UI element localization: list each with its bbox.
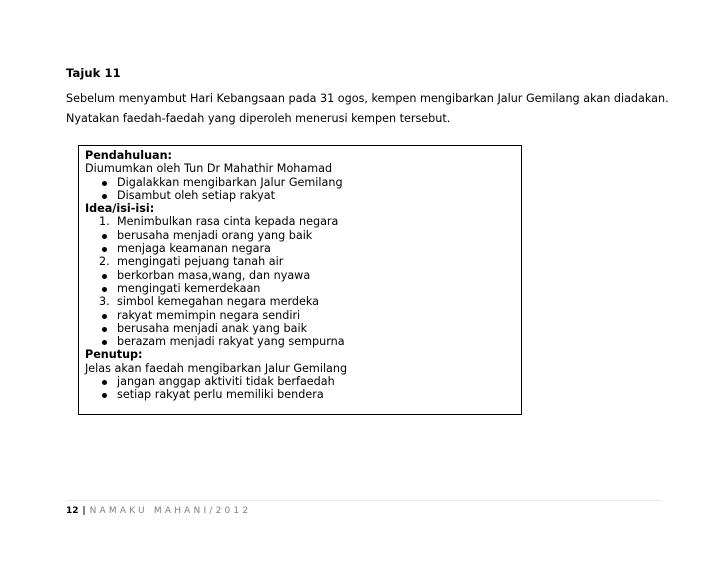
idea-item <box>85 335 515 348</box>
bullet-icon <box>102 247 107 252</box>
page-footer <box>66 500 662 516</box>
idea-number: 1. <box>99 215 110 229</box>
page-number: 12 <box>66 506 79 516</box>
intro-bullet <box>85 189 515 202</box>
bullet-icon <box>102 340 107 345</box>
bullet-icon <box>102 274 107 279</box>
footer-owner: NAMAKU MAHANI/2012 <box>89 506 252 516</box>
idea-text: berkorban masa,wang, dan nyawa <box>117 268 311 282</box>
intro-bullet <box>85 176 515 189</box>
idea-number: 2. <box>99 255 110 269</box>
bullet-icon <box>102 327 107 332</box>
idea-text: berusaha menjadi orang yang baik <box>117 228 313 242</box>
idea-text: mengingati kemerdekaan <box>117 281 261 295</box>
ideas-title: Idea/isi-isi: <box>85 202 155 216</box>
question-text: Sebelum menyambut Hari Kebangsaan pada 31 ogos, kempen mengibarkan Jalur Gemilang akan diadakan. Nyatakan faedah-faedah yang diperoleh menerusi kempen tersebut. <box>66 92 669 125</box>
bullet-icon <box>102 194 107 199</box>
bullet-icon <box>102 314 107 319</box>
intro-bullet-text: Disambut oleh setiap rakyat <box>117 188 276 202</box>
idea-item <box>85 255 515 268</box>
idea-item <box>85 295 515 308</box>
idea-item <box>85 269 515 282</box>
idea-text: mengingati pejuang tanah air <box>117 255 284 269</box>
idea-number: 3. <box>99 295 110 309</box>
idea-text: berazam menjadi rakyat yang sempurna <box>117 335 345 349</box>
idea-item <box>85 309 515 322</box>
idea-text: rakyat memimpin negara sendiri <box>117 308 301 322</box>
page-heading: Tajuk 11 <box>66 66 121 80</box>
answer-outline-box <box>78 145 522 415</box>
bullet-icon <box>102 181 107 186</box>
footer-separator: | <box>82 506 86 516</box>
idea-text: simbol kemegahan negara merdeka <box>117 295 319 309</box>
idea-item <box>85 322 515 335</box>
bullet-icon <box>102 287 107 292</box>
idea-item <box>85 229 515 242</box>
intro-title: Pendahuluan: <box>85 149 173 162</box>
idea-text: Menimbulkan rasa cinta kepada negara <box>117 215 339 229</box>
closing-title: Penutup: <box>85 348 143 362</box>
bullet-icon <box>102 234 107 239</box>
intro-bullet-text: Digalakkan mengibarkan Jalur Gemilang <box>117 175 343 189</box>
idea-item <box>85 215 515 228</box>
intro-text: Diumumkan oleh Tun Dr Mahathir Mohamad <box>85 162 333 176</box>
closing-bullet <box>85 388 515 401</box>
idea-text: menjaga keamanan negara <box>117 242 271 256</box>
idea-text: berusaha menjadi anak yang baik <box>117 321 308 335</box>
idea-item <box>85 282 515 295</box>
bullet-icon <box>102 380 107 385</box>
closing-bullet <box>85 375 515 388</box>
closing-bullet-text: jangan anggap aktiviti tidak berfaedah <box>117 375 335 389</box>
bullet-icon <box>102 393 107 398</box>
closing-bullet-text: setiap rakyat perlu memiliki bendera <box>117 388 324 402</box>
idea-item <box>85 242 515 255</box>
closing-text: Jelas akan faedah mengibarkan Jalur Gemilang <box>85 361 348 375</box>
